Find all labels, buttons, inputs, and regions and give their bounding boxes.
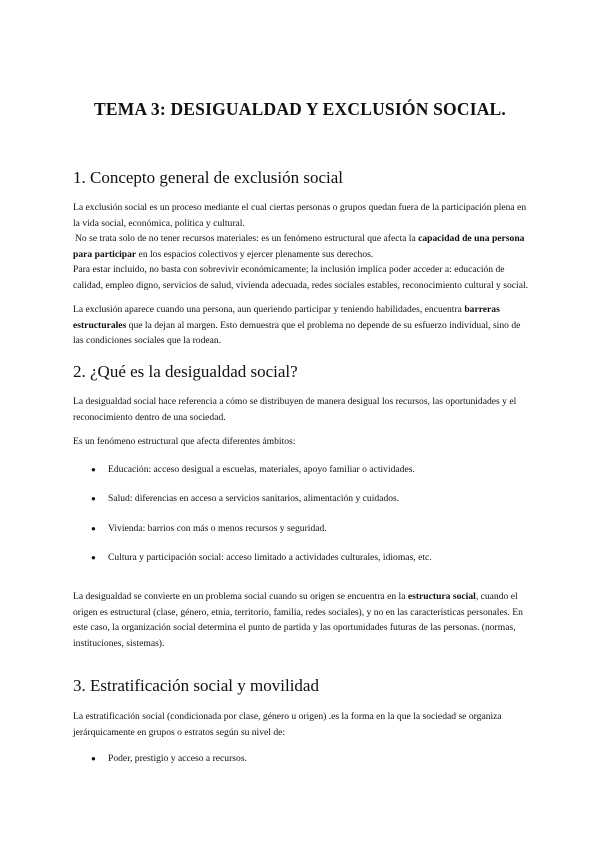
section-2-bullet: ● Vivienda: barrios con más o menos recursos y seguridad.	[91, 523, 327, 534]
section-3-heading: 3. Estratificación social y movilidad	[73, 676, 319, 695]
document-title: TEMA 3: DESIGUALDAD Y EXCLUSIÓN SOCIAL.	[94, 99, 506, 119]
section-1-paragraph-2: No se trata solo de no tener recursos materiales: es un fenómeno estructural que afecta la capacidad de una persona para participar en los espacios colectivos y ejercer plenamente sus derechos.	[73, 233, 525, 260]
section-3-bullet: ● Poder, prestigio y acceso a recursos.	[91, 753, 247, 764]
section-2-paragraph-2: Es un fenómeno estructural que afecta diferentes ámbitos:	[73, 436, 296, 447]
section-2-bullet: ● Cultura y participación social: acceso limitado a actividades culturales, idiomas, etc.	[91, 552, 432, 563]
section-3-paragraph-1: La estratificación social (condicionada por clase, género u origen) .es la forma en la que la sociedad se organiza jerárquicamente en grupos o estratos según su nivel de:	[73, 711, 502, 738]
section-2-bullet: ● Salud: diferencias en acceso a servicios sanitarios, alimentación y cuidados.	[91, 493, 400, 504]
section-1-paragraph-3: Para estar incluido, no basta con sobrevivir económicamente; la inclusión implica poder acceder a: educación de calidad, empleo digno, servicios de salud, vivienda adecuada, redes sociales estables, reconocimiento cultural y social.	[73, 264, 529, 291]
section-2-paragraph-3: La desigualdad se convierte en un problema social cuando su origen se encuentra en la estructura social, cuando el origen es estructural (clase, género, etnia, territorio, familia, redes sociales), y no en las características personales. En este caso, la organización social determina el punto de partida y las oportunidades futuras de las personas. (normas, instituciones, sistemas).	[73, 591, 523, 649]
section-2-paragraph-1: La desigualdad social hace referencia a cómo se distribuyen de manera desigual los recursos, las oportunidades y el reconocimiento dentro de una sociedad.	[73, 396, 517, 423]
section-2-bullet: ● Educación: acceso desigual a escuelas, materiales, apoyo familiar o actividades.	[91, 464, 415, 475]
section-2-heading: 2. ¿Qué es la desigualdad social?	[73, 362, 298, 381]
section-1-heading: 1. Concepto general de exclusión social	[73, 168, 344, 187]
section-1-paragraph-4: La exclusión aparece cuando una persona, aun queriendo participar y teniendo habilidades, encuentra barreras estructurales que la dejan al margen. Esto demuestra que el problema no depende de su esfuerzo individual, sino de las condiciones sociales que la rodean.	[73, 304, 521, 347]
section-1-paragraph-1: La exclusión social es un proceso mediante el cual ciertas personas o grupos quedan fuera de la participación plena en la vida social, económica, política y cultural.	[73, 202, 527, 229]
